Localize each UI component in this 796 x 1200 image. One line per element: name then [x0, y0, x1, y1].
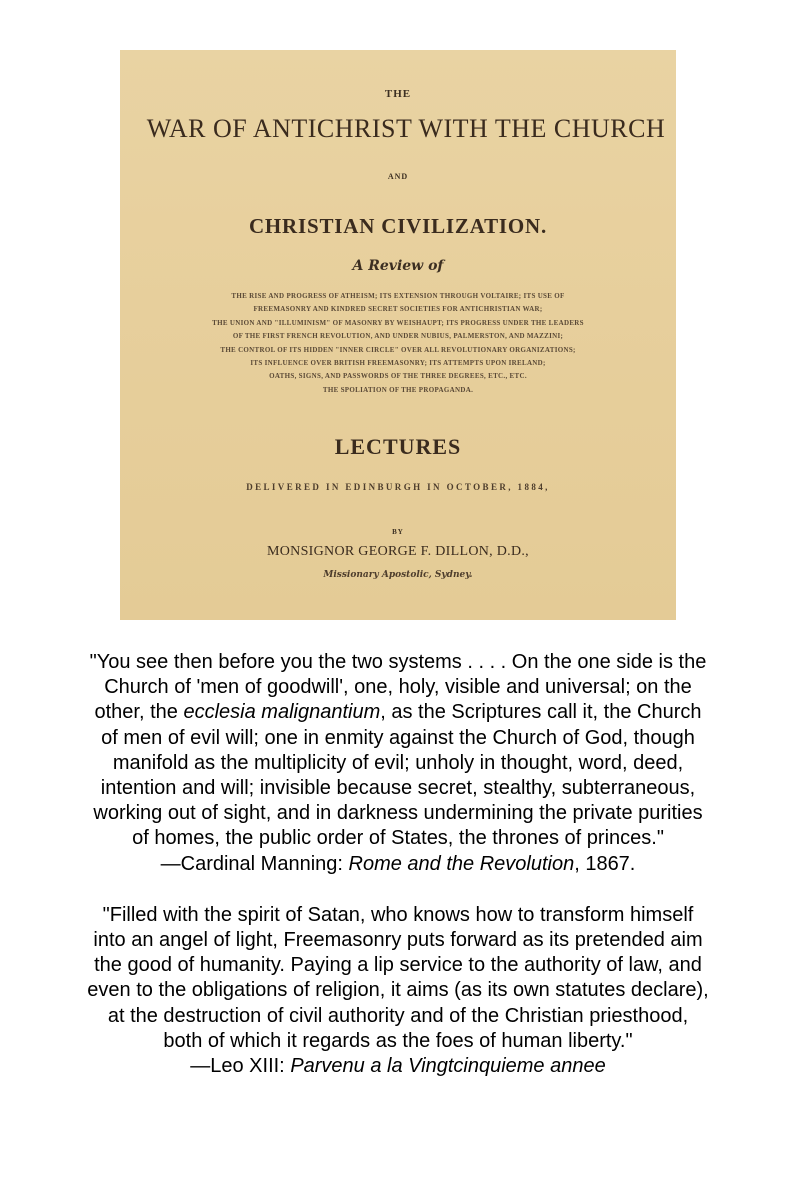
- quotes-section: [20, 650, 776, 1079]
- quote-italic-term: ecclesia malignantium: [183, 701, 381, 724]
- synopsis-line: ITS INFLUENCE OVER BRITISH FREEMASONRY; ITS ATTEMPTS UPON IRELAND;: [250, 359, 546, 368]
- synopsis-line: FREEMASONRY AND KINDRED SECRET SOCIETIES FOR ANTICHRISTIAN WAR;: [253, 305, 543, 314]
- quote-text: other, the: [94, 701, 184, 724]
- quote-text: , as the Scriptures call it, the Church: [380, 701, 702, 724]
- book-subtitle: CHRISTIAN CIVILIZATION.: [248, 214, 548, 238]
- synopsis-line: OF THE FIRST FRENCH REVOLUTION, AND UNDER NUBIUS, PALMERSTON, AND MAZZINI;: [232, 332, 564, 341]
- quote-line: both of which it regards as the foes of human liberty.": [163, 1029, 633, 1052]
- synopsis-line: THE SPOLIATION OF THE PROPAGANDA.: [322, 385, 474, 394]
- quote-line: of men of evil will; one in enmity against the Church of God, though: [101, 726, 695, 749]
- synopsis-line: OATHS, SIGNS, AND PASSWORDS OF THE THREE DEGREES, ETC., ETC.: [269, 372, 527, 381]
- title-the: THE: [384, 88, 412, 100]
- quote-attribution: [20, 1054, 776, 1079]
- lectures-heading: LECTURES: [334, 434, 462, 459]
- quote-line: Church of 'men of goodwill', one, holy, visible and universal; on the: [104, 676, 692, 699]
- manning-quote: [20, 650, 776, 877]
- synopsis: [130, 290, 666, 397]
- quote-line: at the destruction of civil authority and of the Christian priesthood,: [107, 1004, 689, 1027]
- title-and: AND: [387, 172, 409, 181]
- review-of-heading: A Review of: [352, 258, 444, 274]
- synopsis-line: THE RISE AND PROGRESS OF ATHEISM; ITS EXTENSION THROUGH VOLTAIRE; ITS USE OF: [231, 292, 565, 300]
- attribution-author: —Cardinal Manning:: [160, 852, 349, 875]
- quote-line: "Filled with the spirit of Satan, who knows how to transform himself: [102, 903, 694, 926]
- quote-line: "You see then before you the two systems . . . . On the one side is the: [89, 651, 707, 673]
- book-main-title: WAR OF ANTICHRIST WITH THE CHURCH: [146, 114, 666, 143]
- leo-xiii-quote: [20, 903, 776, 1079]
- quote-line: intention and will; invisible because secret, stealthy, subterraneous,: [100, 777, 696, 800]
- quote-attribution: [20, 852, 776, 877]
- book-title-page-image: [120, 50, 676, 620]
- quote-line: even to the obligations of religion, it aims (as its own statutes declare),: [87, 979, 709, 1002]
- quote-line: [20, 700, 776, 725]
- attribution-work: Parvenu a la Vingtcinquieme annee: [290, 1055, 606, 1078]
- quote-line: of homes, the public order of States, the thrones of princes.": [132, 827, 664, 850]
- author-name: MONSIGNOR GEORGE F. DILLON, D.D.,: [267, 544, 529, 559]
- attribution-author: —Leo XIII:: [190, 1055, 291, 1078]
- quote-line: working out of sight, and in darkness undermining the private purities: [93, 802, 703, 825]
- delivered-line: DELIVERED IN EDINBURGH IN OCTOBER, 1884,: [246, 482, 550, 492]
- synopsis-line: THE CONTROL OF ITS HIDDEN "INNER CIRCLE" OVER ALL REVOLUTIONARY ORGANIZATIONS;: [220, 345, 576, 354]
- attribution-work: Rome and the Revolution: [348, 852, 575, 875]
- author-role: Missionary Apostolic, Sydney.: [323, 570, 473, 580]
- attribution-year: , 1867.: [574, 852, 636, 875]
- quote-line: manifold as the multiplicity of evil; unholy in thought, word, deed,: [112, 751, 684, 774]
- quote-line: into an angel of light, Freemasonry puts forward as its pretended aim: [93, 929, 703, 952]
- by-line: BY: [392, 528, 404, 536]
- synopsis-line: THE UNION AND "ILLUMINISM" OF MASONRY BY WEISHAUPT; ITS PROGRESS UNDER THE LEADERS: [212, 318, 584, 327]
- quote-line: the good of humanity. Paying a lip service to the authority of law, and: [94, 954, 702, 977]
